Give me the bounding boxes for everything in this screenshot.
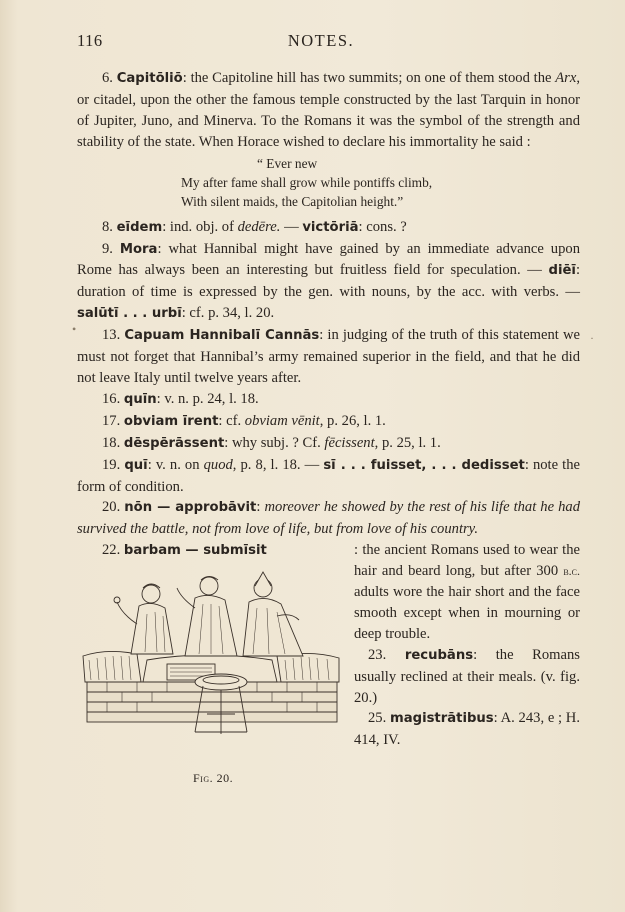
latin-term: obviam vēnit (244, 412, 320, 429)
note-23: 23. recubāns: the Romans usually reclined at their meals. (v. fig. 20.) (354, 646, 580, 706)
lemma: barbam — submīsit (123, 543, 267, 559)
era-abbreviation: b.c. (563, 564, 580, 579)
lemma: quī (124, 457, 148, 473)
lemma: Mora (119, 241, 158, 257)
lemma: diēī (548, 263, 576, 279)
lemma: magistrātibus (389, 711, 494, 727)
latin-term: dedēre. (237, 218, 281, 235)
running-header (77, 31, 565, 51)
latin-term: fēcissent (324, 434, 375, 451)
lemma: quīn (123, 391, 157, 407)
note-22-with-figure (77, 540, 580, 786)
note-13: 13. Capuam Hannibalī Cannās: in judging of the truth of this statement we must not forget that Hannibal’s army remained superior in the field, and that he did not leave Italy until twelve years after. (77, 327, 580, 386)
note-22: : the ancient Romans used to wear the hair and beard long, but after 300 b.c. adults wore the hair short and the face smooth except when in mourning or deep trouble. (354, 542, 580, 642)
note-16: 16. quīn: v. n. p. 24, l. 18. (102, 390, 259, 407)
lemma: sī . . . fuisset, . . . dedisset (323, 457, 525, 473)
lemma: obviam īrent (123, 413, 219, 429)
note-18: 18. dēspērāssent: why subj. ? Cf. fēcissent, p. 25, l. 1. (102, 434, 441, 451)
lemma: nōn — approbāvit (124, 500, 257, 516)
note-25: 25. magistrātibus: A. 243, e ; H. 414, IV. (354, 710, 580, 749)
note-20: 20. nōn — approbāvit: moreover he showed by the rest of his life that he had survived the battle, not from love of life, but from love of his country. (77, 499, 580, 538)
margin-speck: • (72, 322, 77, 336)
lemma: Capuam Hannibalī Cannās (124, 328, 320, 344)
translation: moreover he showed by the rest of his life that he had survived the battle, not from love of life, but from love of his country. (77, 499, 580, 538)
roman-banquet-engraving-icon (77, 564, 345, 764)
note-8: 8. eīdem: ind. obj. of dedēre. — victōriā: cons. ? (102, 218, 407, 235)
figure-caption: Fig. 20. (193, 771, 234, 786)
figure-side-text (354, 540, 580, 751)
note-22-lead: 22. barbam — submīsit (102, 542, 267, 559)
note-9: 9. Mora: what Hannibal might have gained by an immediate advance upon Rome has always been an interesting but fruitless field for speculation. — diēī: duration of time is expressed by the gen. with nouns, by the acc. with verbs. — salūtī . . . urbī: cf. p. 34, l. 20. (77, 240, 580, 322)
note-17: 17. obviam īrent: cf. obviam vēnit, p. 26, l. 1. (102, 412, 386, 429)
lemma: victōriā (302, 219, 359, 235)
lemma: recubāns (404, 647, 474, 663)
lemma: salūtī . . . urbī (77, 306, 182, 322)
lemma: Capitōliō (116, 71, 183, 86)
notes-body (77, 68, 580, 786)
page-number: 116 (77, 31, 103, 50)
margin-speck: · (590, 331, 594, 345)
lemma: dēspērāssent (123, 435, 225, 451)
note-6: 6. Capitōliō: the Capitoline hill has two summits; on one of them stood the Arx, or citadel, upon the other the famous temple constructed by the last Tarquin in honor of Jupiter, Juno, and Minerva. To the Romans it was the symbol of the strength and stability of the state. When Horace wished to declare his immortality he said : (77, 70, 580, 150)
latin-term: quod (203, 456, 233, 473)
horace-quotation: “ Ever new My after fame shall grow while pontiffs climb, With silent maids, the Capitolian height.” (181, 155, 433, 209)
running-title: NOTES. (287, 31, 355, 50)
lemma: eīdem (116, 219, 163, 235)
latin-term: Arx (555, 70, 577, 86)
note-19: 19. quī: v. n. on quod, p. 8, l. 18. — sī . . . fuisset, . . . dedisset: note the form of condition. (77, 456, 580, 495)
